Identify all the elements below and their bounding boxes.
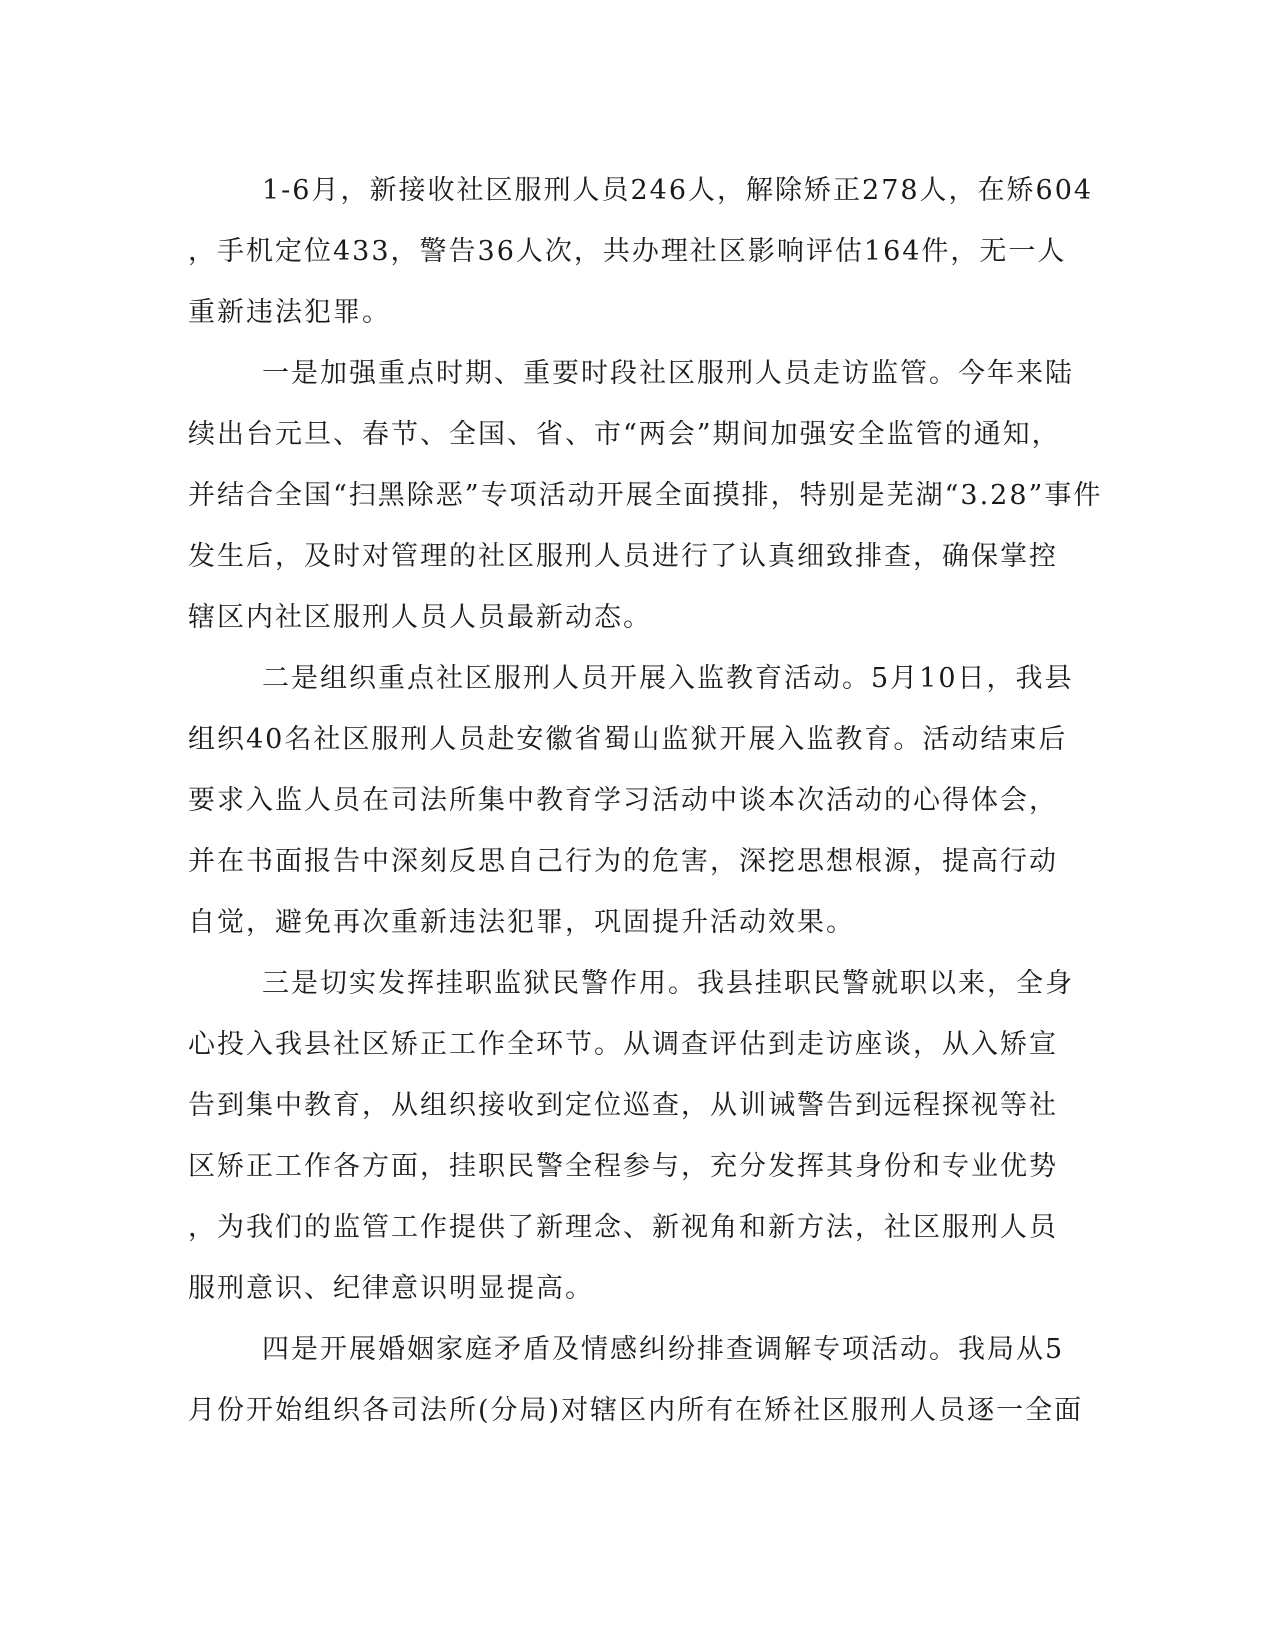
text-line: 并在书面报告中深刻反思自己行为的危害，深挖思想根源，提高行动 <box>188 846 1058 877</box>
text-line: 重新违法犯罪。 <box>188 297 391 328</box>
text-line: 发生后，及时对管理的社区服刑人员进行了认真细致排查，确保掌控 <box>188 541 1058 572</box>
text-line: 要求入监人员在司法所集中教育学习活动中谈本次活动的心得体会， <box>188 785 1058 816</box>
text-line: 四是开展婚姻家庭矛盾及情感纠纷排查调解专项活动。我局从5 <box>262 1334 1065 1365</box>
text-line: 二是组织重点社区服刑人员开展入监教育活动。5月10日，我县 <box>262 663 1074 694</box>
text-line: 自觉，避免再次重新违法犯罪，巩固提升活动效果。 <box>188 907 855 938</box>
text-line: ，手机定位433，警告36人次，共办理社区影响评估164件，无一人 <box>188 236 1067 267</box>
text-line: 月份开始组织各司法所(分局)对辖区内所有在矫社区服刑人员逐一全面 <box>188 1395 1084 1426</box>
paragraph-point-two <box>188 648 1088 953</box>
paragraph-point-one <box>188 343 1103 648</box>
text-line: 心投入我县社区矫正工作全环节。从调查评估到走访座谈，从入矫宣 <box>188 1029 1058 1060</box>
text-line: 组织40名社区服刑人员赴安徽省蜀山监狱开展入监教育。活动结束后 <box>188 724 1068 755</box>
text-line: ，为我们的监管工作提供了新理念、新视角和新方法，社区服刑人员 <box>188 1212 1058 1243</box>
text-line: 续出台元旦、春节、全国、省、市“两会”期间加强安全监管的通知， <box>188 419 1061 450</box>
paragraph-point-three <box>188 953 1088 1319</box>
text-line: 并结合全国“扫黑除恶”专项活动开展全面摸排，特别是芜湖“3.28”事件 <box>188 480 1103 511</box>
paragraph-point-four <box>188 1319 1088 1441</box>
text-line: 辖区内社区服刑人员人员最新动态。 <box>188 602 652 633</box>
text-line: 告到集中教育，从组织接收到定位巡查，从训诫警告到远程探视等社 <box>188 1090 1058 1121</box>
text-line: 一是加强重点时期、重要时段社区服刑人员走访监管。今年来陆 <box>262 358 1074 389</box>
document-body <box>188 160 1103 1441</box>
text-line: 三是切实发挥挂职监狱民警作用。我县挂职民警就职以来，全身 <box>262 968 1074 999</box>
text-line: 区矫正工作各方面，挂职民警全程参与，充分发挥其身份和专业优势 <box>188 1151 1058 1182</box>
text-line: 服刑意识、纪律意识明显提高。 <box>188 1273 594 1304</box>
text-line: 1-6月，新接收社区服刑人员246人，解除矫正278人，在矫604 <box>262 175 1094 206</box>
paragraph-summary <box>188 160 1094 343</box>
